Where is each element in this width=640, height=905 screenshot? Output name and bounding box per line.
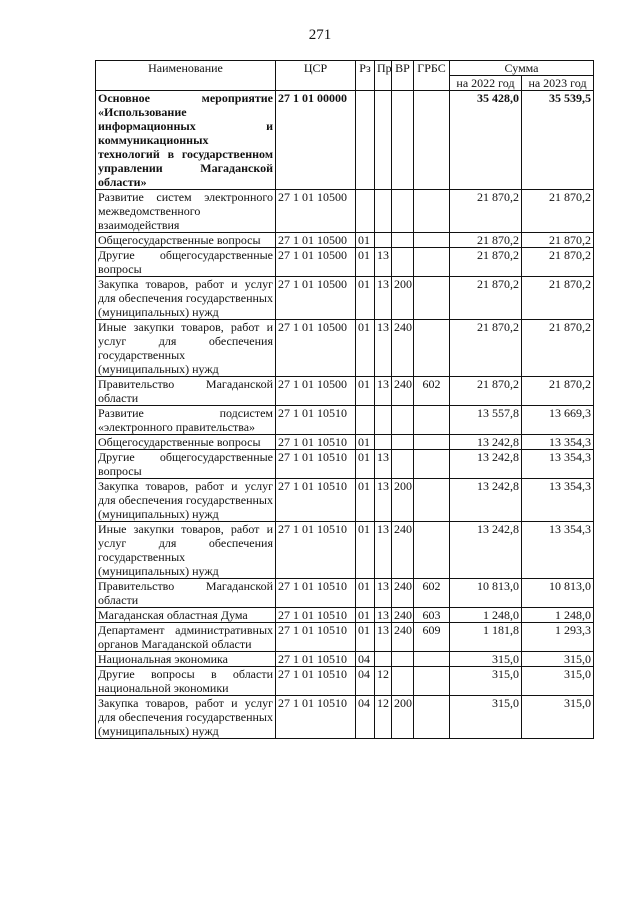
cell-sum-2023: 21 870,2 [522, 248, 594, 277]
cell-sum-2023: 21 870,2 [522, 320, 594, 377]
cell-rz: 01 [356, 377, 375, 406]
cell-csr: 27 1 01 10500 [276, 190, 356, 233]
cell-pr: 13 [375, 277, 392, 320]
cell-rz [356, 406, 375, 435]
cell-name: Закупка товаров, работ и услуг для обеспечения государственных (муниципальных) нужд [96, 479, 276, 522]
cell-csr: 27 1 01 10500 [276, 248, 356, 277]
table-row [96, 696, 594, 739]
cell-grbs [414, 190, 450, 233]
cell-rz [356, 190, 375, 233]
cell-rz: 01 [356, 608, 375, 623]
cell-sum-2022: 13 557,8 [450, 406, 522, 435]
cell-csr: 27 1 01 10510 [276, 522, 356, 579]
table-row [96, 435, 594, 450]
table-row [96, 579, 594, 608]
cell-vr [392, 190, 414, 233]
cell-sum-2023: 21 870,2 [522, 377, 594, 406]
header-pr: Пр [375, 61, 392, 91]
cell-sum-2022: 13 242,8 [450, 522, 522, 579]
cell-csr: 27 1 01 10510 [276, 579, 356, 608]
cell-grbs [414, 91, 450, 190]
cell-vr [392, 435, 414, 450]
cell-grbs [414, 667, 450, 696]
table-row [96, 652, 594, 667]
table-row [96, 667, 594, 696]
cell-pr [375, 435, 392, 450]
cell-sum-2022: 35 428,0 [450, 91, 522, 190]
cell-vr: 240 [392, 320, 414, 377]
cell-vr [392, 667, 414, 696]
table-row [96, 91, 594, 190]
header-vr: ВР [392, 61, 414, 91]
cell-grbs [414, 696, 450, 739]
cell-rz: 01 [356, 479, 375, 522]
cell-name: Общегосударственные вопросы [96, 233, 276, 248]
cell-rz: 04 [356, 667, 375, 696]
cell-vr [392, 233, 414, 248]
cell-rz: 01 [356, 277, 375, 320]
cell-grbs [414, 522, 450, 579]
cell-vr: 240 [392, 623, 414, 652]
header-rz: Рз [356, 61, 375, 91]
cell-sum-2023: 21 870,2 [522, 190, 594, 233]
cell-sum-2022: 1 181,8 [450, 623, 522, 652]
cell-sum-2022: 13 242,8 [450, 479, 522, 522]
cell-name: Правительство Магаданской области [96, 579, 276, 608]
cell-rz: 01 [356, 450, 375, 479]
cell-csr: 27 1 01 10510 [276, 608, 356, 623]
cell-vr: 200 [392, 277, 414, 320]
cell-sum-2023: 1 248,0 [522, 608, 594, 623]
cell-sum-2022: 21 870,2 [450, 233, 522, 248]
cell-sum-2023: 35 539,5 [522, 91, 594, 190]
cell-csr: 27 1 01 10500 [276, 377, 356, 406]
header-year-2022: на 2022 год [450, 76, 522, 91]
cell-grbs [414, 248, 450, 277]
cell-sum-2023: 1 293,3 [522, 623, 594, 652]
cell-sum-2023: 13 354,3 [522, 522, 594, 579]
cell-rz [356, 91, 375, 190]
cell-name: Закупка товаров, работ и услуг для обеспечения государственных (муниципальных) нужд [96, 696, 276, 739]
cell-sum-2023: 21 870,2 [522, 277, 594, 320]
cell-name: Основное мероприятие «Использование информационных и коммуникационных технологий в государственном управлении Магаданской области» [96, 91, 276, 190]
table-row [96, 406, 594, 435]
cell-sum-2023: 13 669,3 [522, 406, 594, 435]
cell-rz: 01 [356, 233, 375, 248]
cell-csr: 27 1 01 10510 [276, 479, 356, 522]
cell-csr: 27 1 01 10510 [276, 450, 356, 479]
cell-name: Закупка товаров, работ и услуг для обеспечения государственных (муниципальных) нужд [96, 277, 276, 320]
cell-vr: 200 [392, 696, 414, 739]
cell-name: Другие вопросы в области национальной экономики [96, 667, 276, 696]
header-year-2023: на 2023 год [522, 76, 594, 91]
cell-grbs: 602 [414, 579, 450, 608]
table-row [96, 190, 594, 233]
cell-vr: 200 [392, 479, 414, 522]
cell-grbs: 603 [414, 608, 450, 623]
cell-rz: 01 [356, 579, 375, 608]
cell-name: Национальная экономика [96, 652, 276, 667]
cell-pr [375, 190, 392, 233]
cell-sum-2022: 315,0 [450, 667, 522, 696]
cell-vr [392, 450, 414, 479]
cell-pr [375, 233, 392, 248]
cell-vr: 240 [392, 608, 414, 623]
cell-vr [392, 406, 414, 435]
cell-vr: 240 [392, 579, 414, 608]
cell-csr: 27 1 01 00000 [276, 91, 356, 190]
cell-csr: 27 1 01 10500 [276, 320, 356, 377]
cell-grbs [414, 435, 450, 450]
cell-sum-2023: 13 354,3 [522, 479, 594, 522]
cell-rz: 04 [356, 696, 375, 739]
cell-sum-2023: 315,0 [522, 667, 594, 696]
cell-name: Общегосударственные вопросы [96, 435, 276, 450]
cell-sum-2023: 21 870,2 [522, 233, 594, 248]
cell-csr: 27 1 01 10510 [276, 435, 356, 450]
cell-sum-2022: 21 870,2 [450, 190, 522, 233]
cell-name: Иные закупки товаров, работ и услуг для обеспечения государственных (муниципальных) нужд [96, 320, 276, 377]
table-row [96, 320, 594, 377]
table-row [96, 479, 594, 522]
cell-grbs [414, 406, 450, 435]
header-grbs: ГРБС [414, 61, 450, 91]
cell-sum-2022: 21 870,2 [450, 277, 522, 320]
cell-csr: 27 1 01 10510 [276, 652, 356, 667]
cell-name: Департамент административных органов Магаданской области [96, 623, 276, 652]
cell-grbs: 602 [414, 377, 450, 406]
cell-name: Развитие подсистем «электронного правительства» [96, 406, 276, 435]
header-sum: Сумма [450, 61, 594, 76]
cell-pr: 13 [375, 377, 392, 406]
cell-pr: 13 [375, 579, 392, 608]
cell-name: Развитие систем электронного межведомственного взаимодействия [96, 190, 276, 233]
page-number: 271 [308, 27, 332, 43]
cell-sum-2022: 21 870,2 [450, 320, 522, 377]
cell-csr: 27 1 01 10500 [276, 233, 356, 248]
header-csr: ЦСР [276, 61, 356, 91]
table-row [96, 233, 594, 248]
budget-table [95, 60, 594, 739]
cell-grbs [414, 320, 450, 377]
cell-rz: 01 [356, 435, 375, 450]
cell-pr: 13 [375, 479, 392, 522]
cell-grbs [414, 450, 450, 479]
cell-sum-2022: 10 813,0 [450, 579, 522, 608]
cell-name: Иные закупки товаров, работ и услуг для обеспечения государственных (муниципальных) нужд [96, 522, 276, 579]
cell-vr [392, 248, 414, 277]
cell-pr: 13 [375, 608, 392, 623]
cell-csr: 27 1 01 10510 [276, 667, 356, 696]
cell-pr [375, 652, 392, 667]
header-name: Наименование [96, 61, 276, 91]
cell-sum-2023: 315,0 [522, 652, 594, 667]
cell-pr: 12 [375, 667, 392, 696]
cell-pr [375, 406, 392, 435]
table-row [96, 608, 594, 623]
cell-name: Другие общегосударственные вопросы [96, 450, 276, 479]
cell-rz: 01 [356, 623, 375, 652]
cell-csr: 27 1 01 10510 [276, 406, 356, 435]
cell-sum-2023: 13 354,3 [522, 450, 594, 479]
cell-pr: 13 [375, 320, 392, 377]
table-row [96, 277, 594, 320]
cell-sum-2022: 1 248,0 [450, 608, 522, 623]
cell-grbs [414, 233, 450, 248]
cell-sum-2023: 315,0 [522, 696, 594, 739]
cell-vr [392, 652, 414, 667]
cell-grbs [414, 479, 450, 522]
cell-name: Другие общегосударственные вопросы [96, 248, 276, 277]
cell-rz: 04 [356, 652, 375, 667]
cell-pr: 13 [375, 248, 392, 277]
cell-sum-2022: 315,0 [450, 652, 522, 667]
cell-pr [375, 91, 392, 190]
cell-grbs [414, 652, 450, 667]
table-row [96, 623, 594, 652]
cell-vr: 240 [392, 522, 414, 579]
cell-pr: 13 [375, 522, 392, 579]
cell-grbs [414, 277, 450, 320]
cell-sum-2023: 13 354,3 [522, 435, 594, 450]
cell-rz: 01 [356, 522, 375, 579]
cell-grbs: 609 [414, 623, 450, 652]
table-row [96, 450, 594, 479]
table-row [96, 248, 594, 277]
cell-rz: 01 [356, 248, 375, 277]
cell-vr: 240 [392, 377, 414, 406]
cell-sum-2022: 13 242,8 [450, 435, 522, 450]
table-row [96, 377, 594, 406]
cell-sum-2022: 21 870,2 [450, 248, 522, 277]
cell-pr: 13 [375, 623, 392, 652]
cell-csr: 27 1 01 10510 [276, 696, 356, 739]
cell-name: Магаданская областная Дума [96, 608, 276, 623]
table-row [96, 522, 594, 579]
cell-sum-2022: 21 870,2 [450, 377, 522, 406]
cell-csr: 27 1 01 10500 [276, 277, 356, 320]
table-body [96, 91, 594, 739]
cell-pr: 12 [375, 696, 392, 739]
cell-sum-2023: 10 813,0 [522, 579, 594, 608]
cell-sum-2022: 315,0 [450, 696, 522, 739]
cell-pr: 13 [375, 450, 392, 479]
cell-vr [392, 91, 414, 190]
cell-name: Правительство Магаданской области [96, 377, 276, 406]
cell-csr: 27 1 01 10510 [276, 623, 356, 652]
cell-rz: 01 [356, 320, 375, 377]
table-header [96, 61, 594, 91]
cell-sum-2022: 13 242,8 [450, 450, 522, 479]
